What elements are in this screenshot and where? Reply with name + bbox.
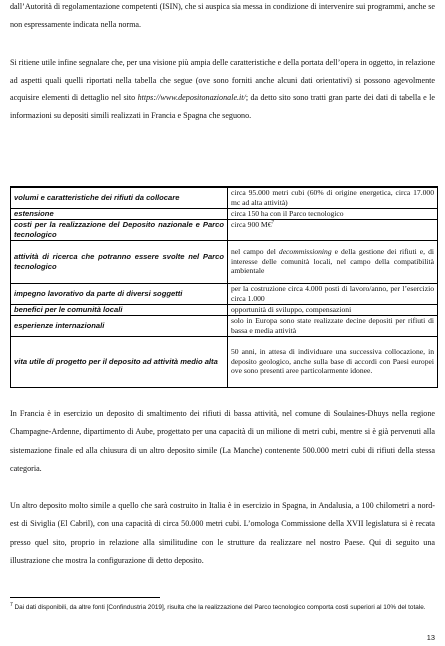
- table-value: opportunità di sviluppo, compensazioni: [228, 304, 438, 315]
- table-label: costi per la realizzazione del Deposito nazionale e Parco tecnologico: [11, 219, 228, 240]
- table-row: [11, 315, 438, 336]
- table-label: estensione: [11, 208, 228, 219]
- sources-text: Si ritiene utile infine segnalare che, per una visione più ampia delle caratteristiche e della portata dell’opera in oggetto, in relazione ad aspetti quali quelli riportati nella tabella che segue (ove sono forniti anche alcuni dati orientativi) si possono agevolmente acquisire elementi di dettaglio nel sito: [10, 58, 435, 103]
- research-term: decommissioning: [278, 247, 332, 257]
- sources-text-end: ; da detto sito sono tratti gran parte dei dati di tabella e le informazioni su depositi simili realizzati in Francia e Spagna che seguono.: [10, 93, 435, 120]
- spain-paragraph: Un altro deposito molto simile a quello che sarà costruito in Italia è in esercizio in Spagna, in Andalusia, a 100 chilometri a nord-est di Siviglia (El Cabril), con una capacità di circa 50.000 metri cubi. L’omologa Commissione della XVII legislatura si è recata presso quel sito, proprio in relazione alla similitudine con le strutture da realizzare nel nostro Paese. Qui di seguito una illustrazione che mostra la configurazione di detto deposito.: [10, 501, 435, 565]
- table-value: circa 150 ha con il Parco tecnologico: [228, 208, 438, 219]
- research-text-end: e della gestione dei rifiuti e, di interesse delle comunità locali, nel campo della compatibilità ambientale: [231, 247, 434, 276]
- table-label: esperienze internazionali: [11, 315, 228, 336]
- page-number: 13: [426, 633, 435, 642]
- table-label: attività di ricerca che potranno essere svolte nel Parco tecnologico: [11, 240, 228, 283]
- table-row: [11, 240, 438, 283]
- table-row: [11, 219, 438, 240]
- table-row: [11, 304, 438, 315]
- table-value: solo in Europa sono state realizzate decine depositi per rifiuti di bassa e media attività: [228, 315, 438, 336]
- research-text: nel campo del: [231, 247, 279, 257]
- table-row: [11, 187, 438, 208]
- sources-paragraph: [10, 54, 435, 124]
- footnote-number: 7: [10, 601, 13, 608]
- footnote-ref[interactable]: 7: [271, 219, 274, 225]
- table-value: [228, 240, 438, 283]
- table-row: [11, 283, 438, 304]
- deposit-info-table: [10, 186, 438, 388]
- footnote-text: Dai dati disponibili, da altre fonti [Confindustria 2019], risulta che la realizzazione del Parco tecnologico comporta costi superiori al 10% del totale.: [12, 604, 426, 611]
- table-value: per la costruzione circa 4.000 posti di lavoro/anno, per l’esercizio circa 1.000: [228, 283, 438, 304]
- footnote: [10, 603, 438, 612]
- table-label: impegno lavorativo da parte di diversi soggetti: [11, 283, 228, 304]
- cost-value: circa 900 M€: [231, 219, 272, 229]
- table-label: volumi e caratteristiche dei rifiuti da collocare: [11, 187, 228, 208]
- intro-paragraph: dall’Autorità di regolamentazione competenti (ISIN), che si auspica sia messa in condizione di intervenire sui programmi, anche se non espressamente indicata nella norma.: [10, 2, 436, 30]
- footnote-divider: [10, 597, 160, 598]
- table-label: vita utile di progetto per il deposito ad attività medio alta: [11, 336, 228, 387]
- table-value: circa 95.000 metri cubi (60% di origine energetica, circa 17.000 mc ad alta attività): [228, 187, 438, 208]
- table-row: [11, 336, 438, 387]
- france-paragraph: In Francia è in esercizio un deposito di smaltimento dei rifiuti di bassa attività, nel comune di Soulaines-Dhuys nella regione Champagne-Ardenne, dipartimento di Aube, progettato per una capacità di un milione di metri cubi, mentre si è già pervenuti alla sistemazione finale ed alla chiusura di un altro deposito simile (La Manche) contenente 500.000 metri cubi di rifiuti della stessa categoria.: [10, 409, 435, 473]
- table-value: [228, 219, 438, 240]
- table-row: [11, 208, 438, 219]
- website-link[interactable]: https://www.depositonazionale.it/: [137, 93, 246, 103]
- table-value: 50 anni, in attesa di individuare una successiva collocazione, in deposito geologico, anche sulla base di accordi con Paesi europei ove sono presenti aree particolarmente idonee.: [228, 336, 438, 387]
- table-label: benefici per le comunità locali: [11, 304, 228, 315]
